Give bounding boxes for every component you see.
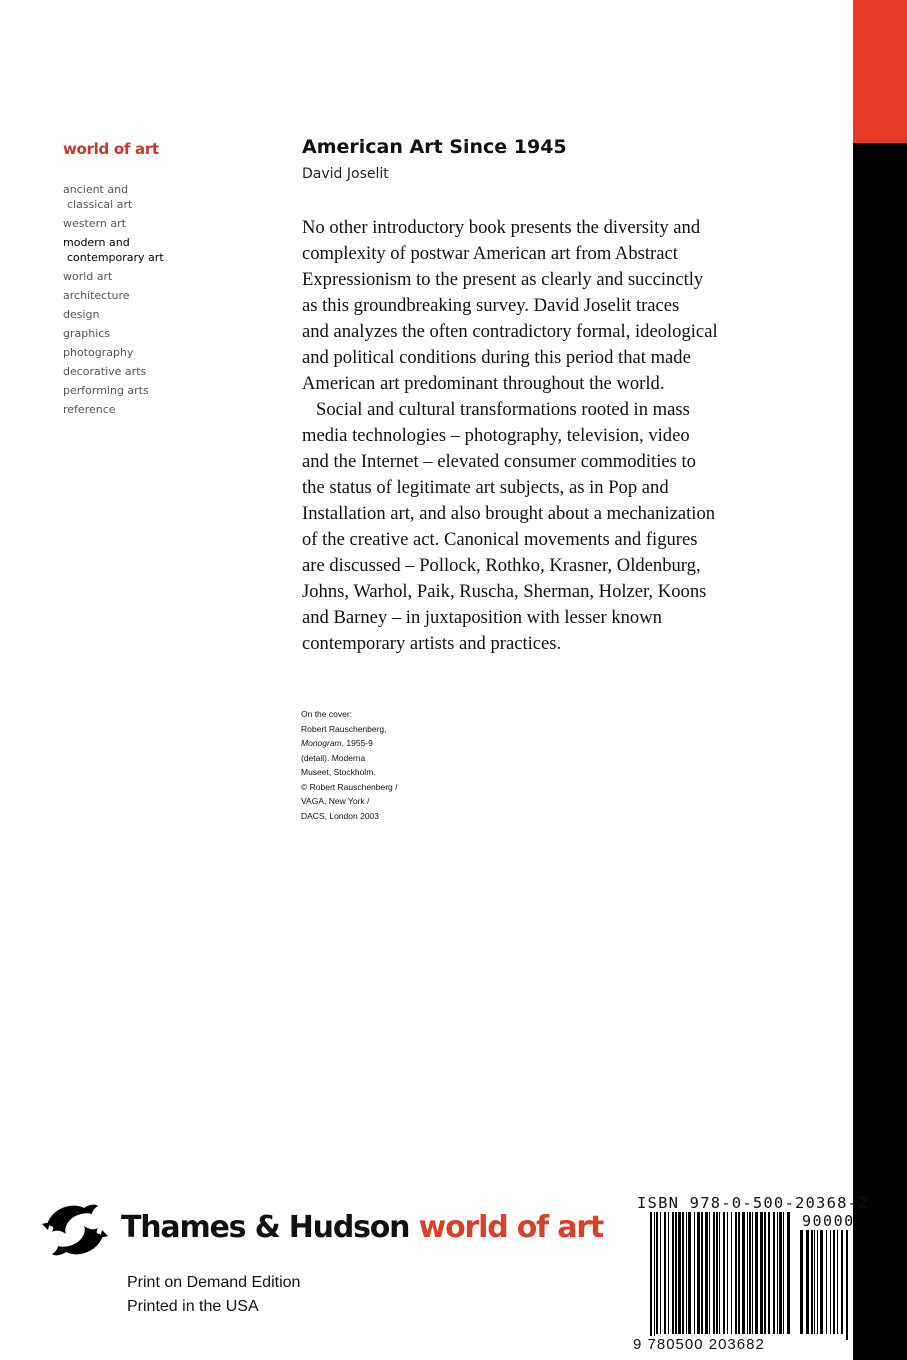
barcode-bar <box>800 1230 803 1334</box>
category-label: design <box>63 308 100 321</box>
barcode-bar <box>760 1212 763 1334</box>
edition-info <box>127 1271 300 1319</box>
barcode-bar <box>747 1212 748 1334</box>
isbn-text: ISBN 978-0-500-20368-2 <box>637 1194 869 1212</box>
category-item <box>63 364 164 379</box>
category-label: architecture <box>63 289 130 302</box>
category-label: performing arts <box>63 384 149 397</box>
blurb-line: and Barney – in juxtaposition with lesser known <box>302 607 662 628</box>
barcode-bar <box>654 1212 655 1340</box>
barcode-bar <box>764 1212 766 1334</box>
blurb-line: Installation art, and also brought about a mechanization <box>302 503 716 524</box>
barcode-bar <box>709 1212 710 1334</box>
barcode-bar <box>752 1212 753 1334</box>
blurb-line: complexity of postwar American art from Abstract <box>302 243 678 264</box>
blurb-line: as this groundbreaking survey. David Joselit traces <box>302 295 680 316</box>
barcode-bar <box>817 1230 818 1334</box>
ean-number: 9 780500 203682 <box>633 1336 765 1353</box>
printed-label: Printed in the USA <box>127 1298 259 1315</box>
credit-line: DACS, London 2003 <box>301 810 379 821</box>
barcode-bar <box>650 1212 652 1340</box>
barcode-bar <box>779 1212 782 1334</box>
category-item <box>63 307 164 322</box>
credit-work-line <box>301 736 398 751</box>
category-label: classical art <box>67 198 133 211</box>
category-item <box>63 402 164 417</box>
barcode <box>650 1212 855 1342</box>
publisher-series: world of art <box>418 1210 604 1245</box>
blurb-line: of the creative act. Canonical movements and figures <box>302 529 698 550</box>
barcode-bar <box>846 1230 848 1340</box>
edition-label: Print on Demand Edition <box>127 1274 301 1291</box>
barcode-bar <box>731 1212 732 1334</box>
barcode-bar <box>697 1212 700 1334</box>
series-title: world of art <box>63 140 159 158</box>
credit-heading: On the cover: <box>301 709 353 719</box>
barcode-bar <box>675 1212 677 1334</box>
barcode-bar <box>716 1212 718 1334</box>
blurb <box>302 215 772 657</box>
category-item <box>63 216 164 231</box>
dolphins-logo-icon <box>40 1200 110 1260</box>
credit-artist: Robert Rauschenberg, <box>301 723 387 734</box>
blurb-line: Johns, Warhol, Paik, Ruscha, Sherman, Holzer, Koons <box>302 581 707 602</box>
category-list <box>63 182 164 421</box>
blurb-line: the status of legitimate art subjects, as in Pop and <box>302 477 669 498</box>
blurb-line: Social and cultural transformations rooted in mass <box>316 399 690 420</box>
barcode-bar <box>841 1230 843 1334</box>
barcode-bar <box>735 1212 737 1334</box>
category-label: contemporary art <box>67 251 164 264</box>
barcode-bar <box>719 1212 720 1334</box>
credit-line: © Robert Rauschenberg / <box>301 781 398 792</box>
barcode-bar <box>672 1212 674 1334</box>
barcode-bar <box>664 1212 666 1334</box>
category-label: decorative arts <box>63 365 147 378</box>
blurb-line: and political conditions during this period that made <box>302 347 691 368</box>
category-item <box>63 182 164 212</box>
barcode-bar <box>668 1212 669 1334</box>
barcode-bar <box>694 1212 695 1334</box>
barcode-bar <box>660 1212 661 1334</box>
credit-line: VAGA, New York / <box>301 796 370 806</box>
category-item <box>63 345 164 360</box>
barcode-bar <box>811 1230 813 1334</box>
category-item <box>63 326 164 341</box>
barcode-bar <box>830 1230 831 1334</box>
book-author: David Joselit <box>302 166 389 182</box>
blurb-line: and the Internet – elevated consumer commodities to <box>302 451 696 472</box>
category-label: western art <box>63 217 126 230</box>
publisher-wordmark <box>121 1210 603 1245</box>
barcode-bar <box>688 1212 691 1334</box>
barcode-bar <box>787 1212 790 1334</box>
barcode-bar <box>749 1212 751 1334</box>
barcode-bar <box>777 1212 778 1334</box>
barcode-bar <box>742 1212 745 1334</box>
barcode-bar <box>727 1212 728 1334</box>
barcode-bar <box>678 1212 681 1334</box>
category-label: photography <box>63 346 134 359</box>
barcode-bar <box>686 1212 687 1334</box>
category-label: ancient and <box>63 183 129 196</box>
blurb-line: American art predominant throughout the world. <box>302 373 665 394</box>
blurb-line: media technologies – photography, television, video <box>302 425 690 446</box>
barcode-bar <box>656 1212 658 1334</box>
spine-black-band <box>853 143 907 1360</box>
barcode-bar <box>826 1230 827 1334</box>
category-label: reference <box>63 403 116 416</box>
credit-date: , 1955-9 <box>341 738 373 748</box>
category-item <box>63 288 164 303</box>
barcode-bar <box>755 1212 758 1334</box>
credit-line: Museet, Stockholm. <box>301 767 376 777</box>
publisher-name: Thames & Hudson <box>121 1210 410 1245</box>
category-label: world art <box>63 270 113 283</box>
category-label: graphics <box>63 327 111 340</box>
barcode-bar <box>837 1230 838 1334</box>
barcode-bar <box>814 1230 815 1334</box>
barcode-bar <box>783 1212 784 1334</box>
blurb-line: are discussed – Pollock, Rothko, Krasner, Oldenburg, <box>302 555 701 576</box>
barcode-bar <box>738 1212 740 1334</box>
barcode-bar <box>701 1212 703 1334</box>
blurb-line: No other introductory book presents the diversity and <box>302 217 701 238</box>
barcode-bar <box>833 1230 835 1334</box>
barcode-bar <box>723 1212 725 1334</box>
blurb-line: contemporary artists and practices. <box>302 633 562 654</box>
credit-line: (detail). Moderna <box>301 752 366 763</box>
category-item <box>63 235 164 265</box>
blurb-line: Expressionism to the present as clearly and succinctly <box>302 269 704 290</box>
barcode-bar <box>713 1212 715 1334</box>
spine-red-band <box>853 0 907 143</box>
barcode-bar <box>705 1212 708 1334</box>
barcode-bar <box>820 1230 823 1334</box>
price-code: 90000 <box>802 1212 855 1230</box>
barcode-bar <box>768 1212 770 1334</box>
barcode-bar <box>773 1212 775 1334</box>
credit-work: Monogram <box>301 738 342 748</box>
blurb-line: and analyzes the often contradictory formal, ideological <box>302 321 718 342</box>
barcode-bar <box>806 1230 809 1334</box>
barcode-bar <box>682 1212 684 1334</box>
category-item <box>63 383 164 398</box>
category-label: modern and <box>63 236 130 249</box>
category-item <box>63 269 164 284</box>
cover-credit <box>301 707 398 823</box>
book-title: American Art Since 1945 <box>302 136 567 158</box>
